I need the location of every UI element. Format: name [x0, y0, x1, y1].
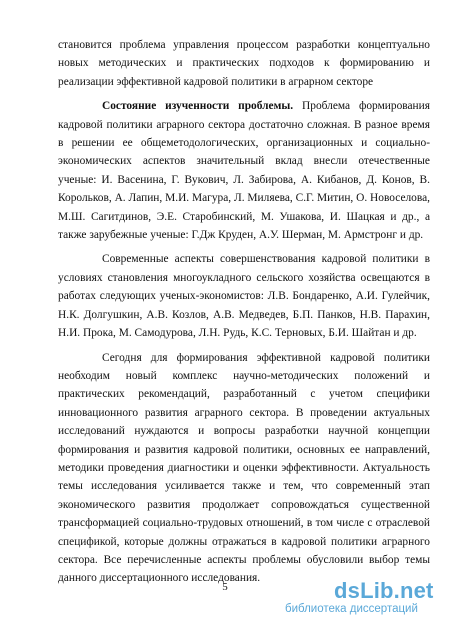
state-of-study-text: Проблема формирования кадровой политики аграрного сектора достаточно сложная. В разное время в решении ее общеметодологических, организационных и социально-экономических аспектов значительный вклад внесли отечественные ученые: И. Васенина, Г. Вукович, Л. Забирова, А. Кибанов, Д. Конов, В. Корольков, А. Лапин, М.И. Магура, Л. Миляева, С.Г. Митин, О. Новоселова, М.Ш. Сагитдинов, Э.Е. Старобинский, М. Ушакова, И. Шацкая и др., а также зарубежные ученые: Г.Дж Круден, А.У. Шерман, М. Армстронг и др. [58, 100, 431, 242]
watermark-subtitle: библиотека диссертаций [285, 603, 418, 615]
paragraph-relevance: Сегодня для формирования эффективной кадровой политики необходим новый комплекс научно-методических положений и практических рекомендаций, разработанный с учетом специфики инновационного развития аграрного сектора. В проведении актуальных исследований нуждаются и вопросы разработки научной концепции формирования и развития кадровой политики, основных ее направлений, методики проведения диагностики и оценки эффективности. Актуальность темы исследования усиливается также и тем, что современный этап экономического развития продолжает сопровождаться существенной трансформацией социально-трудовых отношений, в том числе с отраслевой спецификой, которые должны отражаться в кадровой политики аграрного сектора. Все перечисленные аспекты проблемы обусловили выбор темы данного диссертационного исследования. [58, 351, 430, 585]
paragraph-modern-aspects: Современные аспекты совершенствования кадровой политики в условиях становления многоукладного сельского хозяйства освещаются в работах следующих ученых-экономистов: Л.В. Бондаренко, А.И. Гулейчик, Н.К. Долгушкин, А.В. Козлов, А.В. Медведев, Б.П. Панков, Н.В. Парахин, Н.И. Прока, М. Самодурова, Л.Н. Рудь, К.С. Терновых, Б.И. Шайтан и др. [58, 253, 430, 340]
document-page [58, 36, 430, 594]
state-of-study-heading: Состояние изученности проблемы. [102, 100, 294, 113]
watermark-logo: dsLib.net [334, 578, 434, 603]
paragraph-state-of-study [58, 97, 430, 244]
paragraph-intro-continuation: становится проблема управления процессом разработки концептуально новых методических и практических подходов к формированию и реализации эффективной кадровой политики в аграрном секторе [58, 39, 430, 88]
page-number: 5 [222, 581, 228, 593]
